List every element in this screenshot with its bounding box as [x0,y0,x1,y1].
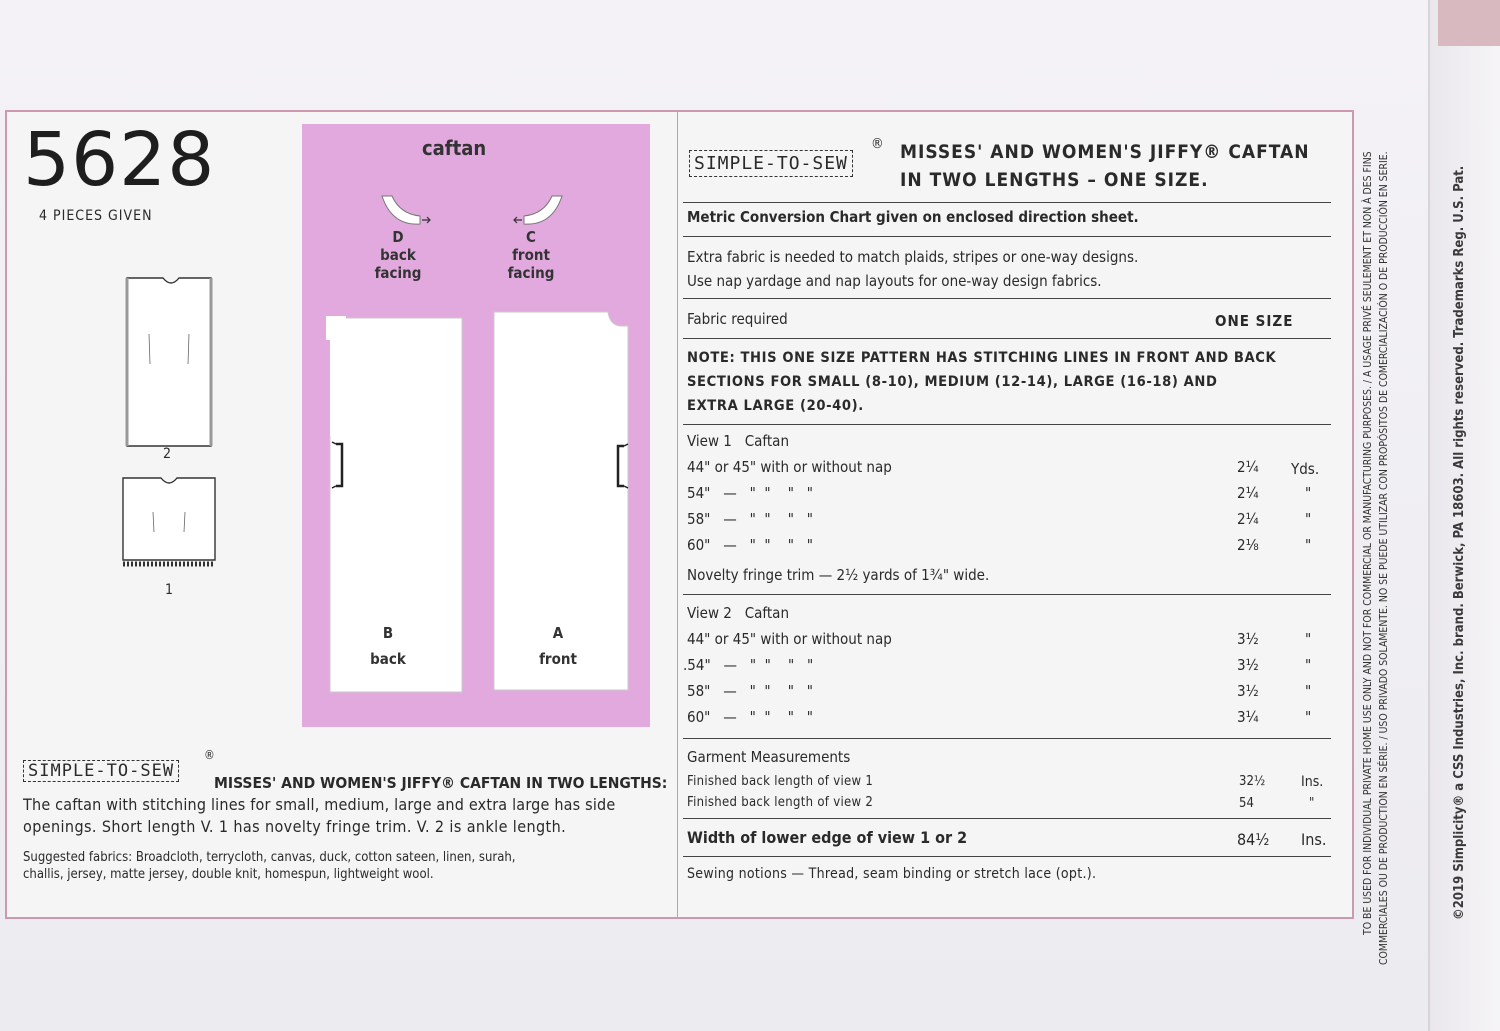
view-2-row-label: 58" — " " " " [687,682,813,700]
view-1-row-label: 44" or 45" with or without nap [687,458,892,476]
note-line-2: SECTIONS FOR SMALL (8-10), MEDIUM (12-14), LARGE (16-18) AND [687,373,1218,390]
extra-fabric-line-1: Extra fabric is needed to match plaids, stripes or one-way designs. [687,248,1139,266]
piece-b [348,620,428,672]
header-line-2: IN TWO LENGTHS – ONE SIZE. [900,169,1209,191]
rule-8 [683,818,1331,819]
extra-fabric-line-2: Use nap yardage and nap layouts for one-way design fabrics. [687,272,1102,290]
back-facing-piece-icon [378,190,438,230]
garment-row-1-value: 32½ [1239,774,1266,789]
pattern-pieces-diagram [302,124,650,727]
piece-c [496,228,566,282]
envelope-flap [1428,0,1500,1031]
view-2-row-unit: " [1305,630,1312,648]
rule-1 [683,202,1331,203]
front-facing-piece-icon [506,190,566,230]
garment-row-1-label: Finished back length of view 1 [687,774,874,789]
view-2-row-value: 3¼ [1237,708,1259,726]
garment-row-2-value: 54 [1239,796,1254,811]
view-2-row-value: 3½ [1237,630,1259,648]
piece-d-name-2: facing [374,264,422,282]
sewing-notions: Sewing notions — Thread, seam binding or stretch lace (opt.). [687,866,1097,882]
view-1-row-label: 58" — " " " " [687,510,813,528]
description-line-1: The caftan with stitching lines for small, medium, large and extra large has side [23,795,616,814]
view-2-row-value: 3½ [1237,656,1259,674]
view-1-label: 1 [165,582,174,598]
view-2-title: View 2 Caftan [687,604,790,622]
piece-c-letter: C [526,228,536,246]
view-2-thumbnail [119,274,219,452]
legal-line-1: TO BE USED FOR INDIVIDUAL PRIVATE HOME USE ONLY AND NOT FOR COMMERCIAL OR MANUFACTURING PURPOSES. / A USAGE PRIVÉ SEULEMENT ET NON À DES FINS [1362,151,1374,935]
rule-5 [683,424,1331,425]
header-line-1: MISSES' AND WOMEN'S JIFFY® CAFTAN [900,141,1310,163]
view-2-row-unit: " [1305,656,1312,674]
view-1-row-value: 2⅛ [1237,536,1259,554]
view-2-row-unit: " [1305,682,1312,700]
view-1-title: View 1 Caftan [687,432,790,450]
view-1-row-label: 60" — " " " " [687,536,813,554]
piece-c-name-2: facing [507,264,555,282]
piece-b-letter: B [382,624,394,642]
view-2-row-unit: " [1305,708,1312,726]
width-row-unit: Ins. [1301,830,1327,849]
view-2-label: 2 [163,446,172,462]
view-2-row-label: 44" or 45" with or without nap [687,630,892,648]
view-1-row-value: 2¼ [1237,510,1259,528]
description-title: MISSES' AND WOMEN'S JIFFY® CAFTAN IN TWO LENGTHS: [214,774,668,792]
diagram-title: caftan [422,136,487,160]
piece-d-name-1: back [380,246,416,264]
pattern-number: 5628 [23,117,216,203]
pieces-given: 4 PIECES GIVEN [39,208,153,224]
piece-a-name: front [539,650,577,668]
registered-mark-top: ® [871,136,884,152]
column-divider [677,112,678,917]
view-1-row-unit: " [1305,510,1312,528]
view-1-thumbnail [115,472,223,572]
garment-row-2-unit: " [1309,796,1315,811]
rule-2 [683,236,1331,237]
view-1-row-value: 2¼ [1237,458,1259,476]
fringe-trim-note: Novelty fringe trim — 2½ yards of 1¾" wide. [687,566,990,584]
fabrics-line-2: challis, jersey, matte jersey, double knit, homespun, lightweight wool. [23,867,434,882]
piece-c-name-1: front [512,246,550,264]
rule-3 [683,298,1331,299]
garment-title: Garment Measurements [687,748,851,766]
simple-to-sew-logo-bottom: SIMPLE-TO-SEW [23,760,179,782]
width-row-label: Width of lower edge of view 1 or 2 [687,828,968,847]
copyright-text: ©2019 Simplicity® a CSS Industries, Inc. brand. Berwick, PA 18603. All rights reserved. Trademarks Reg. U.S. Pat. [1452,165,1467,920]
view-1-row-label: 54" — " " " " [687,484,813,502]
width-row-value: 84½ [1237,830,1270,849]
piece-b-name: back [370,650,406,668]
rule-6 [683,594,1331,595]
piece-a [518,620,598,672]
view-1-row-unit: Yds. [1291,460,1320,478]
garment-row-1-unit: Ins. [1301,774,1324,790]
description-line-2: openings. Short length V. 1 has novelty fringe trim. V. 2 is ankle length. [23,817,567,836]
view-2-row-value: 3½ [1237,682,1259,700]
one-size-label: ONE SIZE [1215,312,1294,330]
view-2-row-label: .54" — " " " " [683,656,814,674]
fabric-required-label: Fabric required [687,310,788,328]
fabrics-line-1: Suggested fabrics: Broadcloth, terrycloth, canvas, duck, cotton sateen, linen, surah, [23,850,516,865]
pattern-info-sheet [5,110,1354,919]
piece-d [366,228,430,282]
garment-row-2-label: Finished back length of view 2 [687,795,874,810]
legal-line-2: COMMERCIALES OU DE PRODUCTION EN SÉRIE. / USO PRIVADO SOLAMENTE. NO SE PUEDE UTILIZAR CON PROPÓSITOS DE COMERCIALIZACIÓN O DE PRODUCCIÓN EN SERIE. [1378,151,1390,965]
view-1-row-unit: " [1305,536,1312,554]
view-2-row-label: 60" — " " " " [687,708,813,726]
view-1-row-unit: " [1305,484,1312,502]
piece-a-letter: A [552,624,564,642]
registered-mark-bottom: ® [204,748,215,762]
note-line-1: NOTE: THIS ONE SIZE PATTERN HAS STITCHING LINES IN FRONT AND BACK [687,349,1277,366]
rule-7 [683,738,1331,739]
piece-d-letter: D [392,228,404,246]
view-1-row-value: 2¼ [1237,484,1259,502]
simple-to-sew-logo-top: SIMPLE-TO-SEW [689,150,853,177]
metric-note: Metric Conversion Chart given on enclosed direction sheet. [687,208,1139,226]
note-line-3: EXTRA LARGE (20-40). [687,397,864,414]
rule-4 [683,338,1331,339]
flap-corner [1438,0,1500,46]
rule-9 [683,856,1331,857]
